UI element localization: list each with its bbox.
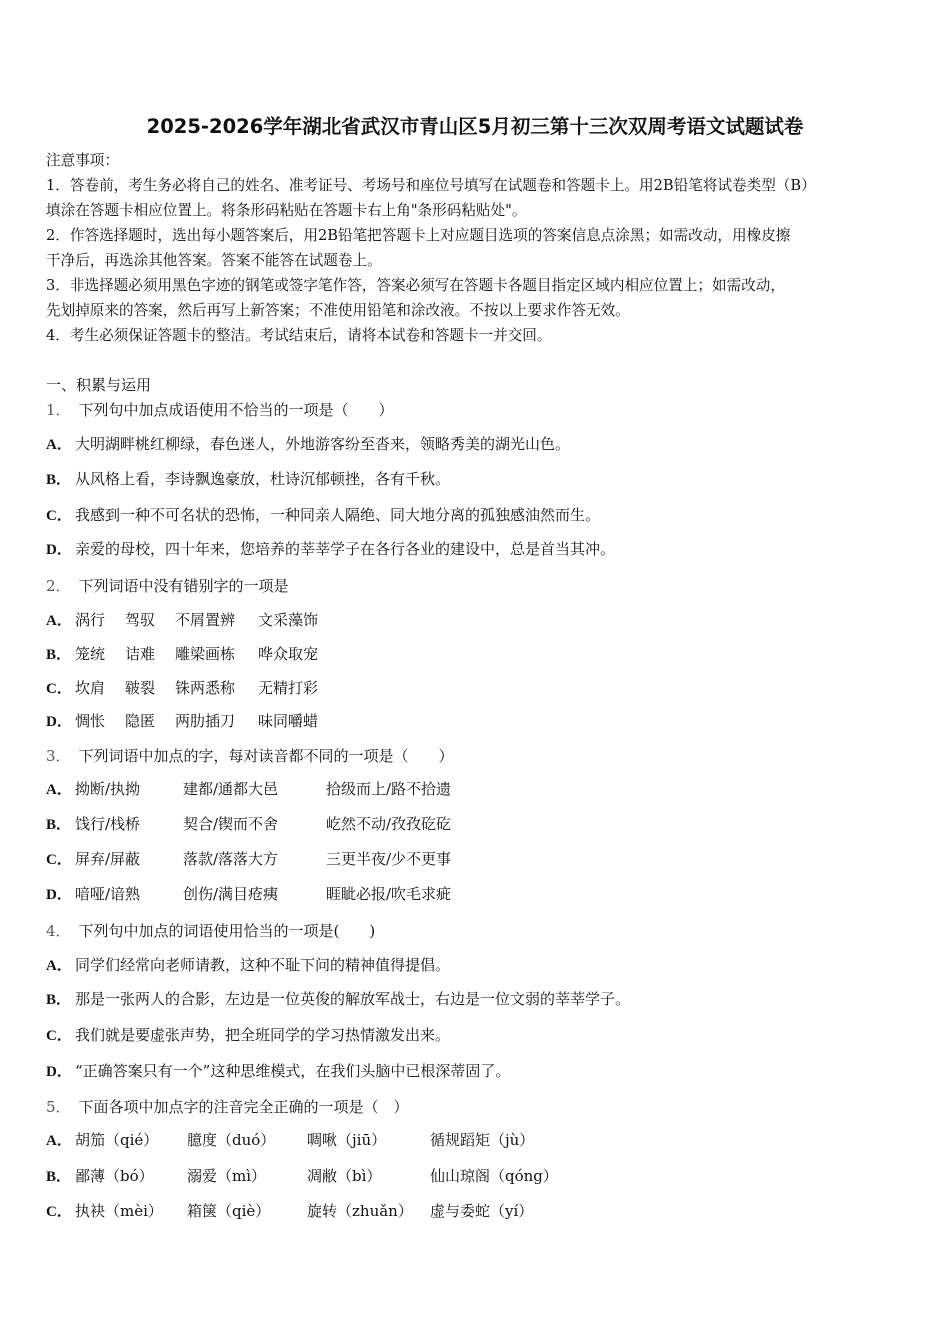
option-text: 笼统 [75,645,106,663]
question-text: 下列词语中加点的字，每对读音都不同的一项是（ ） [78,747,454,765]
option-line [46,539,906,560]
option-label: C． [46,508,72,524]
question-stem [46,746,454,766]
question-number: 2． [46,577,71,595]
option-label: D． [46,1064,72,1080]
option-text: 拾级而上/路不拾遗 [326,780,452,798]
option-text: 喑哑/谙熟 [75,885,141,903]
option-label: C． [46,1028,72,1044]
option-line [46,434,906,455]
option-text: “正确答案只有一个”这种思维模式，在我们头脑中已根深蒂固了。 [75,1062,511,1080]
option-label: B． [46,472,72,488]
option-text: 啁啾（jiū） [307,1131,387,1149]
option-text: 文采藻饰 [258,611,319,629]
option-text: 雕梁画栋 [175,645,236,663]
option-text: 凋敝（bì） [307,1167,382,1185]
option-line [46,1061,906,1082]
question-text: 下面各项中加点字的注音完全正确的一项是（ ） [78,1098,409,1116]
option-line [46,884,906,905]
option-text: 同学们经常向老师请教，这种不耻下问的精神值得提倡。 [75,956,451,974]
note-line: 填涂在答题卡相应位置上。将条形码粘贴在答题卡右上角"条形码粘贴处"。 [46,202,527,219]
option-label: D． [46,714,72,730]
option-text: 落款/落落大方 [183,850,279,868]
option-line [46,644,906,665]
option-label: A． [46,437,72,453]
option-line [46,1201,906,1222]
option-text: 那是一张两人的合影，左边是一位英俊的解放军战士，右边是一位文弱的莘莘学子。 [75,990,631,1008]
option-text: 仙山琼阁（qóng） [430,1167,558,1185]
option-line [46,849,906,870]
option-text: 鄙薄（bó） [75,1167,154,1185]
option-text: 隐匿 [125,712,156,730]
option-text: 坎肩 [75,679,106,697]
option-label: D． [46,887,72,903]
option-text: 铢两悉称 [175,679,236,697]
question-number: 4． [46,922,71,940]
option-text: 胡笳（qié） [75,1131,159,1149]
question-stem [46,921,375,941]
option-text: 涡行 [75,611,106,629]
option-text: 驾驭 [125,611,156,629]
question-number: 5． [46,1098,71,1116]
option-label: C． [46,681,72,697]
option-text: 皲裂 [125,679,156,697]
option-text: 拗断/执拗 [75,780,141,798]
option-text: 创伤/满目疮痍 [183,885,279,903]
option-label: A． [46,1133,72,1149]
option-label: C． [46,1204,72,1220]
option-label: B． [46,992,72,1008]
note-line: 4．考生必须保证答题卡的整洁。考试结束后，请将本试卷和答题卡一并交回。 [46,327,552,344]
option-line [46,989,906,1010]
option-label: A． [46,958,72,974]
option-line [46,711,906,732]
note-line: 2．作答选择题时，选出每小题答案后，用2B铅笔把答题卡上对应题目选项的答案信息点涂黑；如需改动，用橡皮擦 [46,227,791,244]
option-text: 睚眦必报/吹毛求疵 [326,885,452,903]
question-stem [46,1097,409,1117]
option-label: D． [46,542,72,558]
note-line: 干净后，再选涂其他答案。答案不能答在试题卷上。 [46,252,382,269]
option-label: B． [46,1169,72,1185]
option-line [46,469,906,490]
question-number: 3． [46,747,71,765]
option-line [46,1025,906,1046]
option-label: B． [46,817,72,833]
option-label: B． [46,647,72,663]
option-text: 契合/锲而不舍 [183,815,279,833]
question-text: 下列句中加点成语使用不恰当的一项是（ ） [78,401,394,419]
option-text: 两肋插刀 [175,712,236,730]
question-text: 下列句中加点的词语使用恰当的一项是( ) [78,922,376,940]
option-line [46,610,906,631]
option-text: 屹然不动/孜孜矻矻 [326,815,452,833]
option-text: 循规蹈矩（jù） [430,1131,535,1149]
note-line: 1．答卷前，考生务必将自己的姓名、准考证号、考场号和座位号填写在试题卷和答题卡上。用2B铅笔将试卷类型（B） [46,177,816,194]
question-stem [46,400,394,420]
option-line [46,678,906,699]
option-text: 执袂（mèi） [75,1202,163,1220]
option-line [46,1166,906,1187]
option-text: 哗众取宠 [258,645,319,663]
option-label: A． [46,782,72,798]
option-text: 惆怅 [75,712,106,730]
question-number: 1． [46,401,71,419]
option-text: 饯行/栈桥 [75,815,141,833]
option-text: 溺爱（mì） [187,1167,267,1185]
option-text: 三更半夜/少不更事 [326,850,452,868]
option-line [46,1130,906,1151]
option-text: 大明湖畔桃红柳绿，春色迷人，外地游客纷至沓来，领略秀美的湖光山色。 [75,435,571,453]
option-text: 诘难 [125,645,156,663]
option-text: 旋转（zhuǎn） [307,1202,413,1220]
page-title: 2025-2026学年湖北省武汉市青山区5月初三第十三次双周考语文试题试卷 [146,115,804,138]
option-text: 我感到一种不可名状的恐怖，一种同亲人隔绝、同大地分离的孤独感油然而生。 [75,506,601,524]
option-text: 不屑置辨 [175,611,236,629]
option-line [46,814,906,835]
option-label: A． [46,613,72,629]
section-heading: 一、积累与运用 [46,376,152,394]
notes-header: 注意事项： [46,152,119,169]
note-line: 先划掉原来的答案，然后再写上新答案；不准使用铅笔和涂改液。不按以上要求作答无效。 [46,302,630,319]
option-text: 屏弃/屏蔽 [75,850,141,868]
option-text: 虚与委蛇（yí） [430,1202,534,1220]
question-stem [46,576,289,596]
option-text: 味同嚼蜡 [258,712,319,730]
question-text: 下列词语中没有错别字的一项是 [78,577,289,595]
option-text: 从风格上看，李诗飘逸豪放，杜诗沉郁顿挫，各有千秋。 [75,470,451,488]
option-label: C． [46,852,72,868]
option-text: 我们就是要虚张声势，把全班同学的学习热情激发出来。 [75,1026,451,1044]
note-line: 3．非选择题必须用黑色字迹的钢笔或签字笔作答，答案必须写在答题卡各题目指定区域内相应位置上；如需改动， [46,277,785,294]
option-text: 无精打彩 [258,679,319,697]
option-text: 箱箧（qiè） [187,1202,271,1220]
option-text: 建都/通都大邑 [183,780,279,798]
option-line [46,505,906,526]
option-line [46,955,906,976]
option-text: 臆度（duó） [187,1131,276,1149]
option-text: 亲爱的母校，四十年来，您培养的莘莘学子在各行各业的建设中，总是首当其冲。 [75,540,616,558]
option-line [46,779,906,800]
